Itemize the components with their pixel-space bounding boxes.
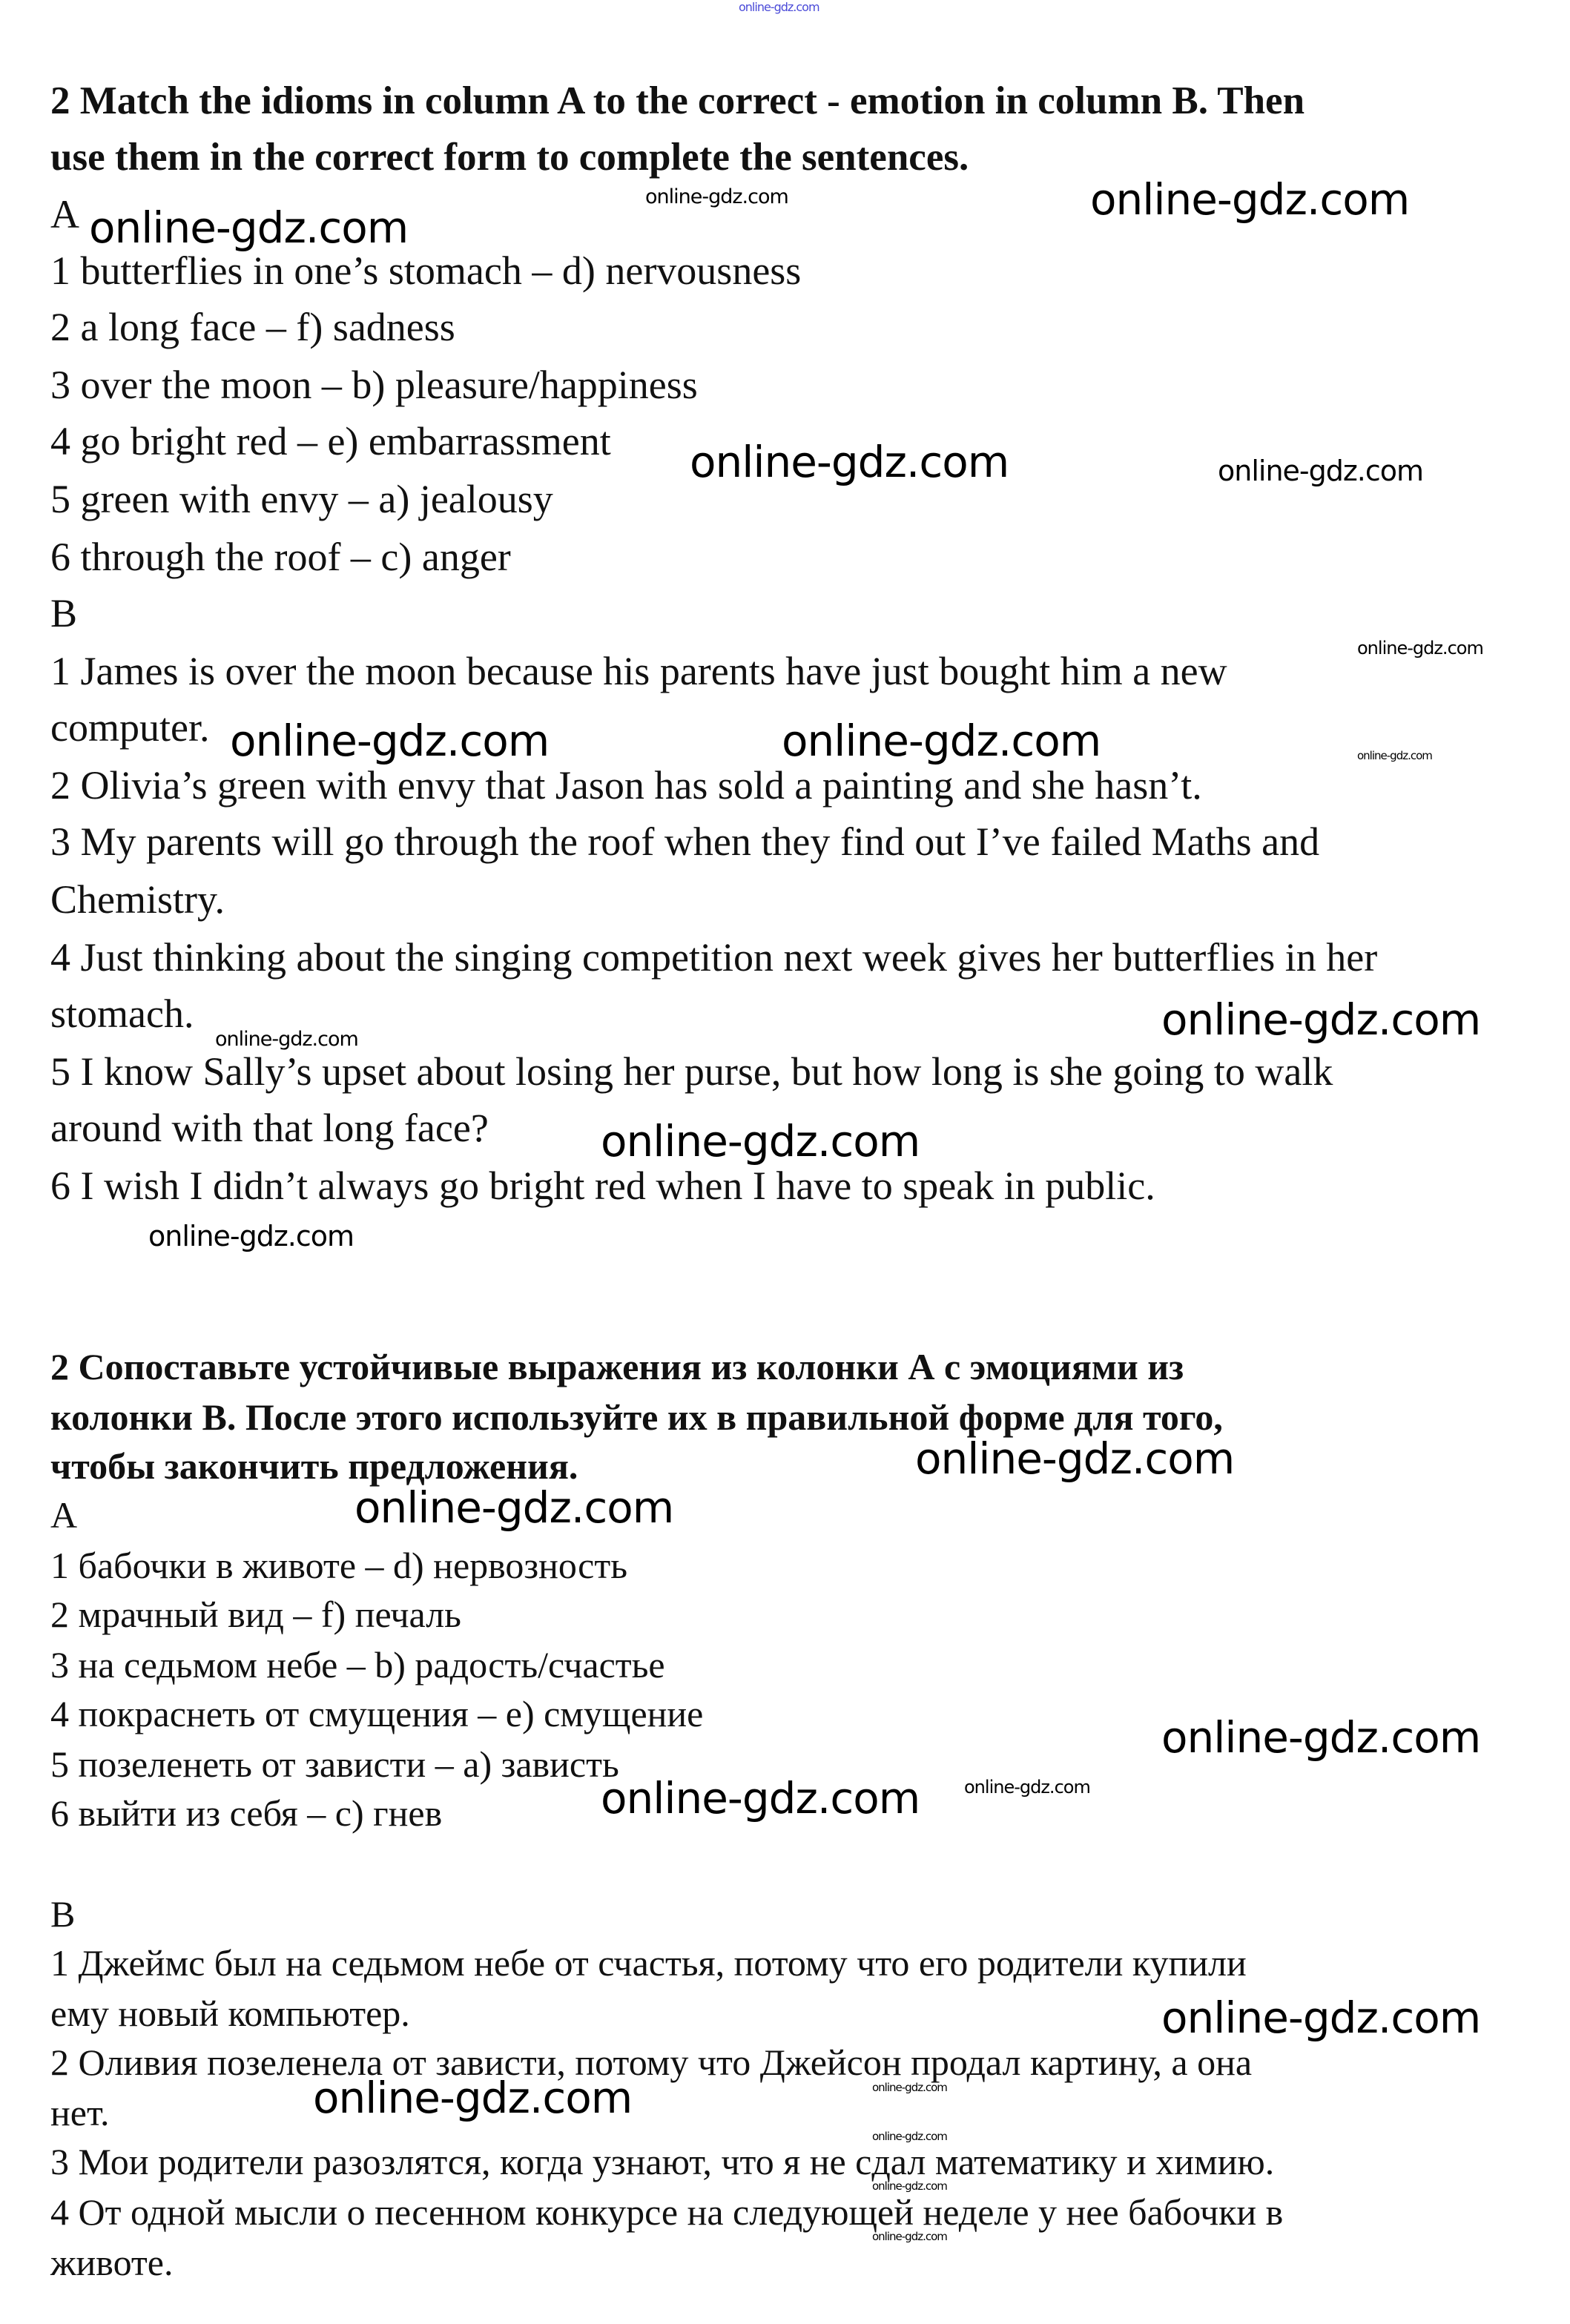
sentence-line: 2 Оливия позеленела от зависти, потому что Джейсон продал картину, а она [50,2041,1253,2083]
exercise-title-ru: 2 Сопоставьте устойчивые выражения из колонки А с эмоциями из [50,1346,1184,1387]
watermark: online-gdz.com [964,1777,1090,1798]
list-item: 4 go bright red – e) embarrassment [50,419,611,463]
sentence-line: животе. [50,2242,174,2283]
watermark: online-gdz.com [1357,749,1432,762]
sentence-line: 6 I wish I didn’t always go bright red when I have to speak in public. [50,1163,1155,1208]
sentence-line: нет. [50,2092,110,2133]
watermark: online-gdz.com [872,2230,947,2243]
sentence-line: ему новый компьютер. [50,1993,410,2034]
watermark: online-gdz.com [1218,455,1424,487]
list-item: 5 green with envy – a) jealousy [50,477,553,521]
exercise-title-ru: колонки В. После этого используйте их в правильной форме для того, [50,1396,1223,1438]
exercise-title-en: use them in the correct form to complete the sentences. [50,136,969,179]
sentence-line: 1 James is over the moon because his parents have just bought him a new [50,649,1227,693]
watermark: online-gdz.com [1161,1712,1481,1763]
watermark: online-gdz.com [739,0,819,14]
watermark: online-gdz.com [1161,1993,1481,2043]
list-item: 5 позеленеть от зависти – a) зависть [50,1743,619,1785]
watermark: online-gdz.com [1090,174,1410,225]
watermark: online-gdz.com [1357,638,1483,658]
watermark: online-gdz.com [354,1482,674,1533]
list-item: 2 мрачный вид – f) печаль [50,1594,461,1635]
watermark: online-gdz.com [872,2130,947,2143]
watermark: online-gdz.com [690,437,1009,487]
column-b-label: B [50,591,78,636]
sentence-line: around with that long face? [50,1106,489,1150]
watermark: online-gdz.com [872,2179,947,2193]
sentence-line: computer. [50,705,210,750]
list-item: 3 на седьмом небе – b) радость/счастье [50,1644,665,1686]
exercise-title-en: 2 Match the idioms in column A to the correct - emotion in column B. Then [50,79,1305,122]
watermark: online-gdz.com [645,185,788,208]
sentence-line: stomach. [50,991,194,1036]
sentence-line: 3 My parents will go through the roof when they find out I’ve failed Maths and [50,819,1320,864]
watermark: online-gdz.com [782,716,1101,766]
watermark: online-gdz.com [601,1116,920,1166]
column-a-label: A [50,1494,78,1536]
watermark: online-gdz.com [601,1773,920,1823]
sentence-line: 2 Olivia’s green with envy that Jason has sold a painting and she hasn’t. [50,763,1202,808]
list-item: 1 butterflies in one’s stomach – d) nervousness [50,248,802,293]
sentence-line: 4 Just thinking about the singing competition next week gives her butterflies in her [50,935,1378,980]
sentence-line: Chemistry. [50,877,225,922]
list-item: 4 покраснеть от смущения – e) смущение [50,1693,704,1734]
list-item: 6 выйти из себя – c) гнев [50,1792,443,1834]
sentence-line: 3 Мои родители разозлятся, когда узнают, что я не сдал математику и химию. [50,2141,1275,2182]
list-item: 1 бабочки в животе – d) нервозность [50,1545,628,1586]
sentence-line: 5 I know Sally’s upset about losing her purse, but how long is she going to walk [50,1049,1333,1094]
watermark: online-gdz.com [1161,994,1481,1045]
sentence-line: 1 Джеймс был на седьмом небе от счастья, потому что его родители купили [50,1942,1247,1984]
watermark: online-gdz.com [313,2073,633,2123]
watermark: online-gdz.com [230,716,550,766]
list-item: 2 a long face – f) sadness [50,305,455,349]
watermark: online-gdz.com [148,1220,354,1252]
column-b-label: B [50,1893,76,1935]
exercise-title-ru: чтобы закончить предложения. [50,1445,578,1487]
watermark: online-gdz.com [215,1028,358,1051]
watermark: online-gdz.com [915,1433,1235,1484]
column-a-label: A [50,192,79,237]
sentence-line: 4 От одной мысли о песенном конкурсе на следующей неделе у нее бабочки в [50,2191,1284,2233]
watermark: online-gdz.com [872,2081,947,2094]
watermark: online-gdz.com [89,202,409,253]
list-item: 3 over the moon – b) pleasure/happiness [50,363,698,407]
list-item: 6 through the roof – c) anger [50,535,511,579]
